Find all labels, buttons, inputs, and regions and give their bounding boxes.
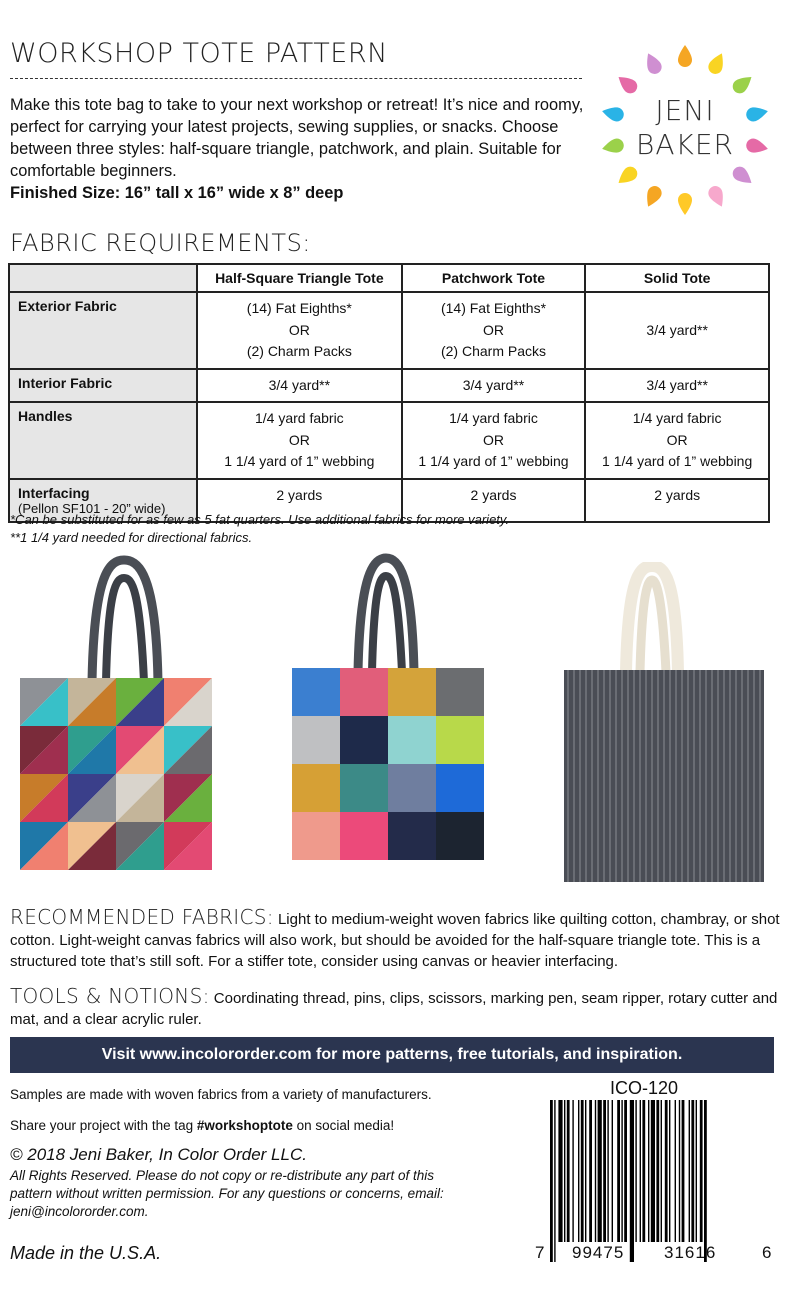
logo-droplet: [730, 72, 756, 97]
logo-droplet: [678, 45, 692, 67]
table-cell: [402, 369, 586, 403]
tools-notions-section: [10, 986, 780, 1030]
table-corner: [9, 264, 197, 292]
barcode-bar: [669, 1100, 670, 1242]
table-row: [9, 369, 769, 403]
table-cell: [197, 369, 402, 403]
recommended-fabrics-heading: RECOMMENDED FABRICS:: [10, 905, 274, 929]
barcode-bar: [617, 1100, 620, 1242]
barcode-bar: [682, 1100, 685, 1242]
barcode-bar: [640, 1100, 641, 1242]
row-label-text: Exterior Fabric: [18, 298, 117, 314]
barcode-bar: [648, 1100, 649, 1242]
intro-paragraph: [10, 94, 585, 204]
cell-line: (14) Fat Eighths*: [246, 300, 352, 316]
copyright: © 2018 Jeni Baker, In Color Order LLC.: [10, 1145, 307, 1164]
logo-droplet: [678, 193, 692, 215]
patchwork-square: [388, 716, 436, 764]
barcode-bar: [679, 1100, 680, 1242]
patchwork-square: [436, 668, 484, 716]
cell-line: 3/4 yard**: [462, 376, 525, 393]
row-label: [9, 402, 197, 479]
made-in-usa: Made in the U.S.A.: [10, 1243, 162, 1263]
barcode-bar: [581, 1100, 584, 1242]
cell-line: 1/4 yard fabric: [254, 410, 344, 426]
barcode-bar: [630, 1100, 634, 1262]
barcode-bar: [558, 1100, 562, 1242]
fabric-requirements-table: [8, 263, 770, 523]
tools-notions-text: Coordinating thread, pins, clips, scissors, marking pen, seam ripper, rotary cutter and mat, and a clear acrylic ruler.: [10, 990, 778, 1028]
table-footnotes: [10, 511, 509, 547]
cell-line: 3/4 yard**: [646, 321, 708, 338]
upc-barcode: [548, 1100, 754, 1262]
row-label-text: Interfacing: [18, 484, 90, 501]
samples-note: Samples are made with woven fabrics from a variety of manufacturers.: [10, 1087, 432, 1102]
barcode-bar: [621, 1100, 622, 1242]
barcode-bar: [572, 1100, 573, 1242]
barcode-bar: [691, 1100, 694, 1242]
share-text-pre: Share your project with the tag: [10, 1118, 197, 1133]
barcode-bar: [578, 1100, 579, 1242]
barcode-bar: [607, 1100, 608, 1242]
patchwork-square: [340, 716, 388, 764]
share-text-post: on social media!: [292, 1118, 395, 1133]
cell-line: 1 1/4 yard of 1” webbing: [602, 453, 753, 469]
table-row: [9, 402, 769, 479]
patchwork-square: [292, 716, 340, 764]
column-header: Patchwork Tote: [402, 264, 586, 292]
patchwork-square: [436, 716, 484, 764]
page-title: WORKSHOP TOTE PATTERN: [10, 38, 388, 69]
title-divider: [10, 78, 582, 79]
row-label-sub: (Pellon SF101 - 20” wide): [18, 500, 166, 516]
barcode-bar: [696, 1100, 697, 1242]
patchwork-square: [340, 764, 388, 812]
row-label: [9, 369, 197, 403]
table-cell: [197, 402, 402, 479]
barcode-bar: [554, 1100, 555, 1262]
table-cell: [402, 402, 586, 479]
logo-droplet: [730, 164, 756, 189]
logo-line2: BAKER: [636, 128, 734, 161]
table-row: [9, 292, 769, 369]
footnote-2: **1 1/4 yard needed for directional fabrics.: [10, 530, 253, 545]
cell-line: OR: [288, 431, 310, 448]
barcode-bar: [651, 1100, 655, 1242]
intro-text: Make this tote bag to take to your next workshop or retreat! It’s nice and roomy, perfect for carrying your latest projects, sewing supplies, or snacks. Choose between three styles: half-square triangle, patchwork, and plain. Suitable for comfortable beginners.: [10, 96, 584, 180]
barcode-bar: [700, 1100, 703, 1242]
barcode-bar: [595, 1100, 596, 1242]
cell-line: 2 yards: [654, 486, 701, 503]
barcode-bar: [665, 1100, 668, 1242]
patchwork-square: [436, 812, 484, 860]
rights-statement: All Rights Reserved. Please do not copy or re-distribute any part of this pattern without written permission. For any questions or concerns, email: jeni@incolororder.com.: [10, 1168, 444, 1219]
cell-line: OR: [483, 321, 504, 338]
patchwork-square: [340, 812, 388, 860]
finished-size: Finished Size: 16” tall x 16” wide x 8” deep: [10, 184, 344, 202]
hst-tote-photo: [12, 552, 228, 884]
barcode-bar: [642, 1100, 645, 1242]
logo-droplet: [706, 184, 728, 210]
share-hashtag: #workshoptote: [196, 1118, 293, 1133]
logo-droplet: [614, 72, 640, 97]
cell-line: 1 1/4 yard of 1” webbing: [224, 453, 375, 469]
cell-line: 2 yards: [470, 486, 517, 503]
cell-line: OR: [483, 431, 504, 448]
footnote-1: *Can be substituted for as few as 5 fat quarters. Use additional fabrics for more variety.: [10, 512, 510, 527]
fabric-requirements-heading: FABRIC REQUIREMENTS:: [10, 229, 311, 257]
patchwork-square: [340, 668, 388, 716]
table-cell: [197, 292, 402, 369]
barcode-bar: [564, 1100, 565, 1242]
cell-line: (2) Charm Packs: [246, 343, 352, 359]
patchwork-square: [388, 764, 436, 812]
barcode-bar: [567, 1100, 570, 1242]
barcode-bar: [624, 1100, 627, 1242]
cell-line: OR: [288, 321, 310, 338]
cell-line: 2 yards: [276, 486, 323, 503]
barcode-bar: [661, 1100, 662, 1242]
table-cell: [585, 369, 769, 403]
column-header: Solid Tote: [585, 264, 769, 292]
cell-line: (2) Charm Packs: [440, 343, 547, 359]
barcode-bar: [550, 1100, 553, 1262]
cell-line: (14) Fat Eighths*: [440, 300, 547, 316]
row-label: [9, 292, 197, 369]
table-cell: [585, 402, 769, 479]
product-code: ICO-120: [610, 1078, 679, 1098]
cell-line: OR: [666, 431, 688, 448]
logo-line1: JENI: [655, 94, 715, 127]
cell-line: 1/4 yard fabric: [449, 410, 538, 426]
solid-tote-photo: [560, 562, 772, 884]
barcode-bar: [675, 1100, 676, 1242]
recommended-fabrics-text: Light to medium-weight woven fabrics like quilting cotton, chambray, or shot cotton. Light-weight canvas fabrics will also work, but should be avoided for the half-square triangle tote. This is a structured tote that’s still soft. For a stiffer tote, consider using canvas or heavier interfacing.: [10, 911, 780, 970]
logo-droplet: [642, 50, 664, 76]
barcode-bar: [635, 1100, 636, 1242]
barcode-bar: [589, 1100, 592, 1242]
logo-droplet: [706, 50, 728, 76]
barcode-bar: [603, 1100, 606, 1242]
barcode-digit-check: 6: [762, 1243, 772, 1262]
patchwork-square: [388, 668, 436, 716]
barcode-bar: [598, 1100, 602, 1242]
table-header-row: [9, 264, 769, 292]
patchwork-tote-photo: [284, 552, 496, 884]
barcode-digits-right: 31616: [664, 1243, 717, 1262]
row-label-text: Interior Fabric: [18, 374, 113, 391]
row-label-text: Handles: [18, 408, 73, 424]
patchwork-square: [292, 812, 340, 860]
patchwork-square: [292, 668, 340, 716]
barcode-bar: [612, 1100, 613, 1242]
recommended-fabrics-section: [10, 907, 780, 972]
jeni-baker-logo: [595, 40, 775, 220]
cell-line: 3/4 yard**: [646, 376, 708, 393]
cell-line: 1/4 yard fabric: [632, 410, 722, 426]
patchwork-square: [436, 764, 484, 812]
barcode-bar: [656, 1100, 659, 1242]
barcode-bar: [704, 1100, 707, 1262]
barcode-bar: [585, 1100, 586, 1242]
table-cell: [585, 479, 769, 522]
patchwork-square: [388, 812, 436, 860]
tools-notions-heading: TOOLS & NOTIONS:: [10, 984, 210, 1008]
barcode-digits-left: 99475: [572, 1243, 625, 1262]
barcode-digit-lead: 7: [535, 1243, 545, 1262]
cell-line: 3/4 yard**: [268, 376, 331, 393]
share-note: [10, 1118, 394, 1133]
barcode-bar: [689, 1100, 690, 1242]
logo-droplet: [642, 184, 664, 210]
table-cell: [402, 292, 586, 369]
website-banner: Visit www.incolororder.com for more patterns, free tutorials, and inspiration.: [10, 1037, 774, 1073]
patchwork-square: [292, 764, 340, 812]
table-cell: [585, 292, 769, 369]
column-header: Half-Square Triangle Tote: [197, 264, 402, 292]
logo-droplet: [614, 164, 640, 189]
cell-line: 1 1/4 yard of 1” webbing: [418, 453, 569, 469]
